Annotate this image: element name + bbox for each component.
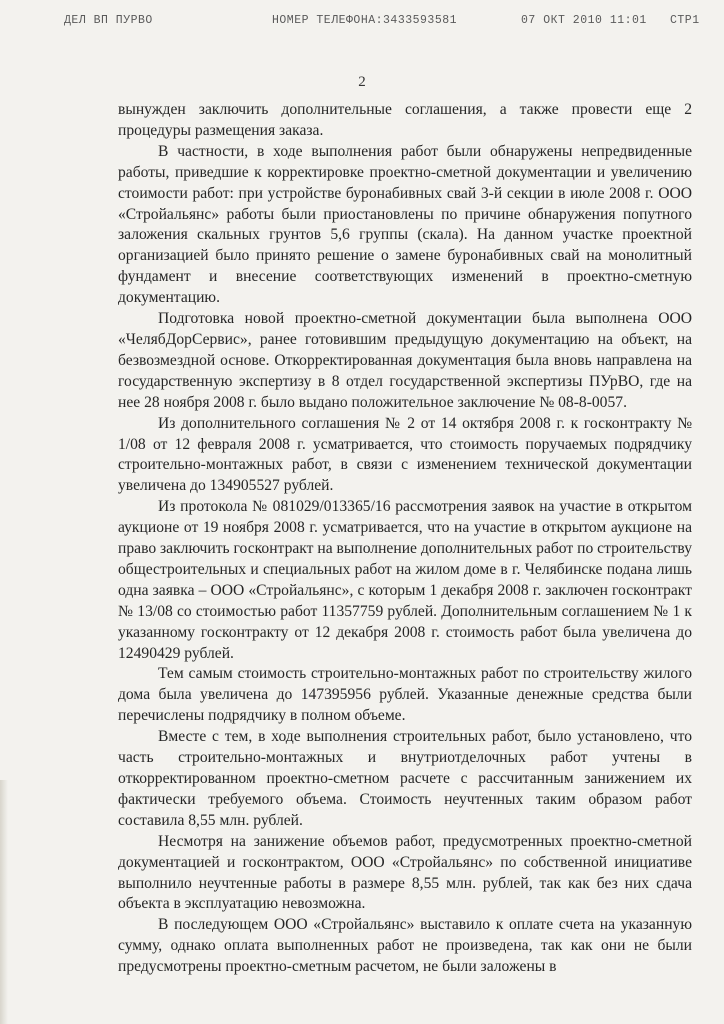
fax-datetime: 07 ОКТ 2010 11:01 [521,14,647,27]
paragraph-2: В частности, в ходе выполнения работ были обнаружены непредвиденные работы, приведшие к корректировке проектно-сметной документации и увеличению стоимости работ: при устройстве буронабивных свай 3-й секции в июле 2008 г. ООО «Стройальянс» работы были приостановлены по причине обнаружения попутного заложения скальных грунтов 5,6 группы (скала). На данном участке проектной организацией было принято решение о замене буронабивных свай на монолитный фундамент и внесение соответствующих изменений в проектно-сметную документацию. [118,142,692,307]
fax-sender: ДЕЛ ВП ПУРВО [64,14,153,27]
fax-page: СТР1 [670,14,700,27]
paragraph-5: Из протокола № 081029/013365/16 рассмотрения заявок на участие в открытом аукционе от 19 ноября 2008 г. усматривается, что на участие в открытом аукционе на право заключить госконтракт на выполнение дополнительных работ по строительству общестроительных и специальных работ на жилом доме в г. Челябинске подана лишь одна заявка – ООО «Стройальянс», с которым 1 декабря 2008 г. заключен госконтракт № 13/08 со стоимостью работ 11357759 рублей. Дополнительным соглашением № 1 к указанному госконтракту от 12 декабря 2008 г. стоимость работ была увеличена до 12490429 рублей. [118,498,693,662]
fax-header [0,14,724,32]
page-number: 2 [358,74,366,90]
paragraph-7: Вместе с тем, в ходе выполнения строительных работ, было установлено, что часть строительно-монтажных и внутриотделочных работ учтены в откорректированном проектно-сметном расчете с рассчитанным занижением их фактически требуемого объема. Стоимость неучтенных таким образом работ составила 8,55 млн. рублей. [118,728,692,829]
document-body [118,100,692,978]
paragraph-9: В последующем ООО «Стройальянс» выставило к оплате счета на указанную сумму, однако оплата выполненных работ не произведена, так как они не были предусмотрены проектно-сметным расчетом, не были заложены в [118,916,692,976]
paragraph-1: вынужден заключить дополнительные соглашения, а также провести еще 2 процедуры размещения заказа. [118,101,692,139]
paragraph-3: Подготовка новой проектно-сметной документации была выполнена ООО «ЧелябДорСервис», ранее готовившим предыдущую документацию на объект, на безвозмездной основе. Откорректированная документация была вновь направлена на государственную экспертизу в 8 отдел государственной экспертизы ПУрВО, где на нее 28 ноября 2008 г. было выдано положительное заключение № 08-8-0057. [118,310,692,411]
scan-edge-shadow [0,780,8,1024]
fax-phone: НОМЕР ТЕЛЕФОНА:3433593581 [272,14,458,27]
paragraph-8: Несмотря на занижение объемов работ, предусмотренных проектно-сметной документацией и госконтрактом, ООО «Стройальянс» по собственной инициативе выполнило неучтенные работы в размере 8,55 млн. рублей, так как без них сдача объекта в эксплуатацию невозможна. [118,832,692,913]
paragraph-6: Тем самым стоимость строительно-монтажных работ по строительству жилого дома была увеличена до 147395956 рублей. Указанные денежные средства были перечислены подрядчику в полном объеме. [118,665,692,725]
paragraph-4: Из дополнительного соглашения № 2 от 14 октября 2008 г. к госконтракту № 1/08 от 12 февраля 2008 г. усматривается, что стоимость поручаемых подрядчику строительно-монтажных работ, в связи с изменением технической документации увеличена до 134905527 рублей. [118,414,692,495]
